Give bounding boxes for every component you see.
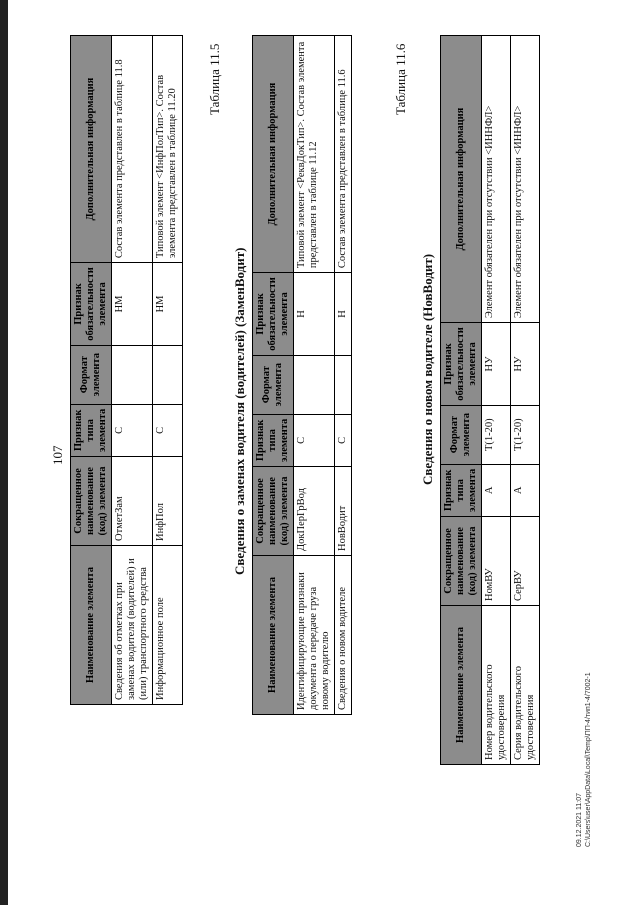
table-cell: Состав элемента представлен в таблице 11.6 <box>335 36 352 273</box>
page-number: 107 <box>50 445 65 465</box>
header-cell: Наименование элемента <box>441 606 482 765</box>
table-cell: Элемент обязателен при отсутствии <ИННФЛ> <box>482 36 511 323</box>
table-cell: Сведения о новом водителе <box>335 556 352 715</box>
table-row <box>511 36 540 765</box>
header-cell: Признак обязательности элемента <box>441 323 482 406</box>
table-cell: НУ <box>482 323 511 406</box>
footer-timestamp: 09.12.2021 11:07 <box>576 793 583 847</box>
scan-border <box>0 0 8 905</box>
table-cell: НовВодит <box>335 467 352 556</box>
header-cell: Признак типа элемента <box>441 464 482 516</box>
header-cell: Дополнительная информация <box>253 36 294 273</box>
header-cell: Признак обязательности элемента <box>253 273 294 356</box>
table-header-row <box>71 36 112 705</box>
table-row <box>153 36 182 705</box>
table-11-4-continuation <box>70 35 183 705</box>
table-11-6 <box>440 35 540 765</box>
table-cell: С <box>153 404 182 456</box>
table-cell: Элемент обязателен при отсутствии <ИННФЛ> <box>511 36 540 323</box>
table-cell: А <box>482 464 511 516</box>
table-row <box>482 36 511 765</box>
table-cell: Состав элемента представлен в таблице 11.8 <box>112 36 153 263</box>
table-cell: С <box>112 404 153 456</box>
table-title: Сведения о заменах водителя (водителей) (ЗаменВодит) <box>232 247 247 575</box>
header-cell: Дополнительная информация <box>441 36 482 323</box>
header-cell: Формат элемента <box>441 405 482 464</box>
table-cell: Н <box>294 273 335 356</box>
table-cell: А <box>511 464 540 516</box>
table-cell <box>153 345 182 404</box>
print-footer <box>575 672 593 847</box>
table-cell: Идентифицирующие признаки документа о передаче груза новому водителю <box>294 556 335 715</box>
table-cell: Н <box>335 273 352 356</box>
header-cell: Формат элемента <box>253 355 294 414</box>
header-cell: Признак типа элемента <box>71 404 112 456</box>
table-cell: ДокПерГрВод <box>294 467 335 556</box>
table-cell: НМ <box>112 263 153 346</box>
table-cell: Типовой элемент <ИнфПолТип>. Состав элемента представлен в таблице 11.20 <box>153 36 182 263</box>
table-cell: СерВУ <box>511 517 540 606</box>
table-cell: ИнфПол <box>153 457 182 546</box>
table-title: Сведения о новом водителе (НовВодит) <box>420 253 435 485</box>
table-cell: T(1-20) <box>482 405 511 464</box>
header-cell: Наименование элемента <box>71 546 112 705</box>
table-cell: НУ <box>511 323 540 406</box>
table-cell: Типовой элемент <РеквДокТип>. Состав элемента представлен в таблице 11.12 <box>294 36 335 273</box>
table-cell: Номер водительского удостоверения <box>482 606 511 765</box>
footer-path: C:\Users\user\AppData\Local\Temp\ПП-4/тип1-4/7002-1 <box>585 672 593 847</box>
table-cell <box>294 355 335 414</box>
table-cell: Серия водительского удостоверения <box>511 606 540 765</box>
table-row <box>335 36 352 715</box>
table-row <box>294 36 335 715</box>
table-header-row <box>441 36 482 765</box>
header-cell: Сокращенное наименование (код) элемента <box>441 517 482 606</box>
header-cell: Признак типа элемента <box>253 414 294 466</box>
header-cell: Сокращенное наименование (код) элемента <box>71 457 112 546</box>
table-cell: T(1-20) <box>511 405 540 464</box>
table-cell: НМ <box>153 263 182 346</box>
table-cell: НомВУ <box>482 517 511 606</box>
header-cell: Признак обязательности элемента <box>71 263 112 346</box>
table-row <box>112 36 153 705</box>
header-cell: Дополнительная информация <box>71 36 112 263</box>
table-caption: Таблица 11.6 <box>393 43 408 115</box>
table-cell <box>335 355 352 414</box>
table-caption: Таблица 11.5 <box>207 43 222 115</box>
table-cell: С <box>335 414 352 466</box>
header-cell: Сокращенное наименование (код) элемента <box>253 467 294 556</box>
table-cell: Информационное поле <box>153 546 182 705</box>
table-cell: С <box>294 414 335 466</box>
table-cell: ОтметЗам <box>112 457 153 546</box>
table-cell: Сведения об отметках при заменах водителя (водителей) и (или) транспортного средства <box>112 546 153 705</box>
header-cell: Наименование элемента <box>253 556 294 715</box>
table-11-5 <box>252 35 352 715</box>
header-cell: Формат элемента <box>71 345 112 404</box>
table-header-row <box>253 36 294 715</box>
table-cell <box>112 345 153 404</box>
